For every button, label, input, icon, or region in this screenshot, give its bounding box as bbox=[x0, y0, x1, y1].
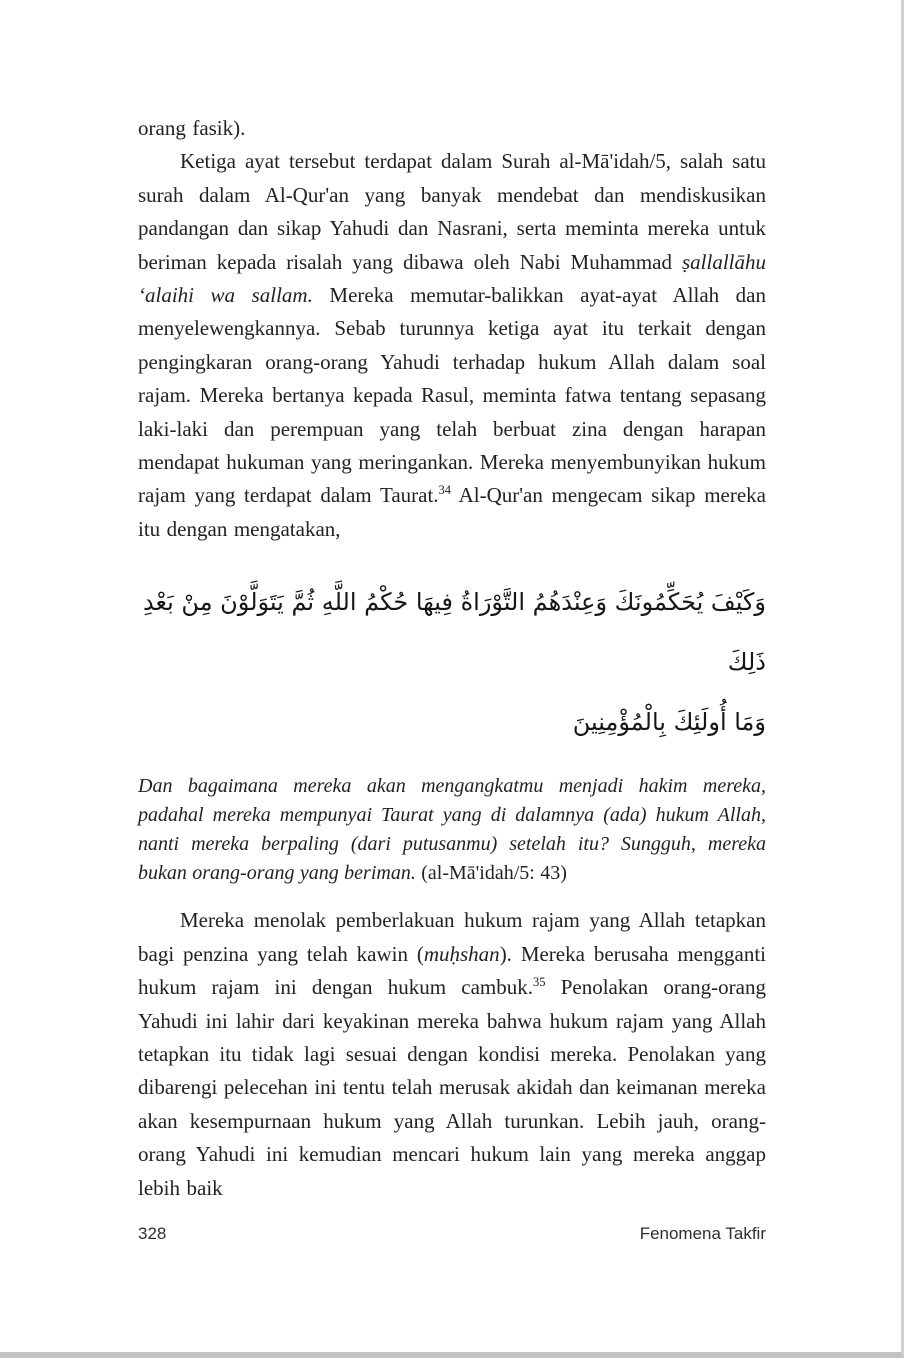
arabic-honorific-transliteration: ṣallallāhu ‘alaihi wa sallam. bbox=[138, 249, 766, 308]
verse-reference: (al-Mā'idah/5: 43) bbox=[415, 862, 567, 885]
text-segment: ). Mereka berusaha mengganti hukum rajam ini dengan hukum cambuk. bbox=[138, 941, 766, 1000]
paragraph-1 bbox=[138, 145, 766, 546]
verse-translation bbox=[138, 772, 766, 888]
carryover-paragraph bbox=[138, 112, 766, 145]
text-segment: Mereka memutar-balikkan ayat-ayat Allah dan menyelewengkannya. Sebab turunnya ketiga ayat itu terkait dengan pengingkaran orang-orang Yahudi terhadap hukum Allah dalam soal rajam. Mereka bertanya kepada Rasul, meminta fatwa tentang sepasang laki-laki dan perempuan yang telah berbuat zina dengan harapan mendapat hukuman yang meringankan. Mereka menyembunyikan hukum rajam yang terdapat dalam Taurat. bbox=[138, 283, 767, 508]
page-footer bbox=[138, 1224, 766, 1244]
footnote-ref-35: 35 bbox=[533, 975, 546, 990]
quran-verse-arabic bbox=[138, 572, 766, 752]
text-segment: Ketiga ayat tersebut terdapat dalam Surah al-Mā'idah/5, salah satu surah dalam Al-Qur'an yang banyak mendebat dan mendiskusikan pandangan dan sikap Yahudi dan Nasrani, serta meminta mereka untuk beriman kepada risalah yang dibawa oleh Nabi Muhammad bbox=[138, 149, 766, 274]
footnote-ref-34: 34 bbox=[438, 483, 452, 498]
paragraph-2 bbox=[138, 904, 766, 1205]
page-content bbox=[138, 112, 766, 1205]
page-number: 328 bbox=[138, 1224, 167, 1243]
text-segment: Mereka menolak pemberlakuan hukum rajam yang Allah tetapkan bagi penzina yang telah kawin ( bbox=[138, 908, 766, 966]
text-segment: Al-Qur'an mengecam sikap mereka itu dengan mengatakan, bbox=[138, 483, 766, 541]
arabic-verse-line-1: وَكَيْفَ يُحَكِّمُونَكَ وَعِنْدَهُمُ التَّوْرَاةُ فِيهَا حُكْمُ اللَّهِ ثُمَّ يَتَوَلَّوْنَ مِنْ بَعْدِ ذَلِكَ bbox=[142, 588, 766, 677]
text-segment: Penolakan orang-orang Yahudi ini lahir dari keyakinan mereka bahwa hukum rajam yang Allah tetapkan itu tidak lagi sesuai dengan kondisi mereka. Penolakan yang dibarengi pelecehan ini tentu telah merusak akidah dan keimanan mereka akan kesempurnaan hukum yang Allah turunkan. Lebih jauh, orang-orang Yahudi ini kemudian mencari hukum lain yang mereka anggap lebih baik bbox=[138, 975, 766, 1200]
text-segment: orang fasik). bbox=[138, 116, 246, 140]
arabic-verse-line-2: وَمَا أُولَئِكَ بِالْمُؤْمِنِينَ bbox=[572, 708, 766, 737]
arabic-term-italic: muḥshan bbox=[423, 941, 500, 966]
running-title: Fenomena Takfir bbox=[639, 1224, 766, 1243]
translation-text: Dan bagaimana mereka akan mengangkatmu menjadi hakim mereka, padahal mereka mempunyai Taurat yang di dalamnya (ada) hukum Allah, nanti mereka berpaling (dari putusanmu) setelah itu? Sungguh, mereka bukan orang-orang yang beriman. bbox=[138, 775, 766, 885]
